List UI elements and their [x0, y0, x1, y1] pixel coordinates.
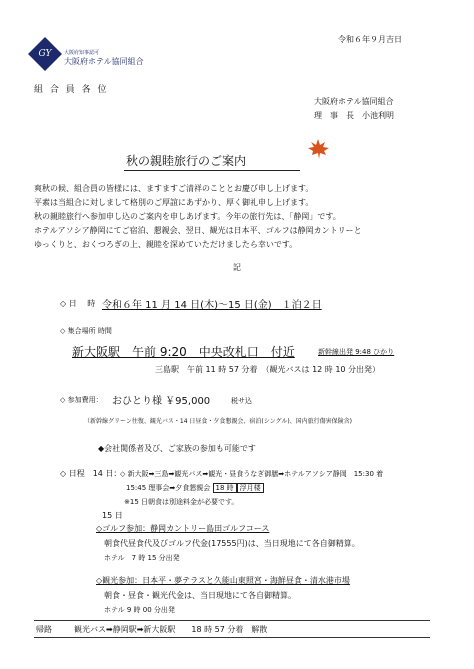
- meeting-train: 新幹線出発 9:48 ひかり: [318, 348, 395, 356]
- ki-heading: 記: [233, 263, 241, 272]
- fee-note: （新幹線グリーン往復、観光バス・14 日昼食・夕食懇親会、宿泊(シングル)、国内旅行傷害保険含): [84, 418, 352, 425]
- day14-place: 浮月楼: [237, 483, 264, 493]
- body-line-3: 秋の親睦旅行へ参加申し込のご案内を申しあげます。今年の旅行先は、「静岡」です。: [34, 212, 341, 221]
- page-title: 秋の親睦旅行のご案内: [126, 154, 247, 168]
- day14-line-1: ◇ 新大阪➡三島➡観光バス➡観光・昼食うなぎ御膳➡ホテルアソシア静岡 15:30 着: [120, 470, 384, 478]
- date-value: 令和６年 11 月 14 日(木)～15 日(金) １泊２日: [102, 300, 322, 311]
- return-divider: [34, 620, 430, 621]
- sightseeing-line-2: ホテル 9 時 00 分出発: [104, 606, 175, 614]
- sightseeing-line-1: 朝食・昼食・観光代金は、当日現地にて各自御精算。: [104, 591, 296, 600]
- document-date: 令和６年９月吉日: [338, 35, 402, 44]
- sender-org: 大阪府ホテル協同組合: [314, 97, 394, 106]
- day15-label: 15 日: [102, 511, 123, 520]
- day14-time: 18 時: [213, 483, 237, 493]
- return-value: 観光バス➡静岡駅➡新大阪駅 18 時 57 分着 解散: [74, 625, 268, 634]
- title-underline: [124, 170, 300, 171]
- meeting-main: 新大阪駅 午前 9:20 中央改札口 付近: [72, 345, 295, 359]
- body-line-4: ホテルアソシア静岡にてご宿泊、懇親会、翌日、観光は日本平、ゴルフは静岡カントリーと: [34, 226, 362, 235]
- itinerary-label: ◇ 日程 14 日：: [60, 469, 122, 478]
- org-logo-icon: GY: [28, 37, 62, 71]
- golf-line-1: 朝食代昼食代及びゴルフ代金(17555円)は、当日現地にて各自御精算。: [104, 539, 360, 548]
- day14-line-2: [126, 483, 264, 493]
- fee-label: ◇ 参加費用：: [60, 396, 103, 404]
- date-label: ◇ 日 時: [60, 299, 96, 308]
- day14-dinner: 15:45 理事会➡夕食懇親会: [126, 484, 211, 492]
- sightseeing-title: ◇観光参加：日本平・夢テラスと久能山東照宮・海鮮昼食・清水港市場: [96, 576, 350, 585]
- meeting-mishima: 三島駅 午前 11 時 57 分着 （観光バスは 12 時 10 分出発）: [155, 365, 381, 374]
- maple-leaf-icon: [306, 138, 330, 160]
- family-note: ◆会社関係者及び、ご家族の参加も可能です: [98, 444, 256, 453]
- golf-line-2: ホテル 7 時 15 分出発: [104, 554, 180, 562]
- golf-title: ◇ゴルフ参加：静岡カントリー島田ゴルフコース: [96, 524, 270, 533]
- logo-small-text: 大阪府知事認可: [64, 50, 100, 56]
- body-line-5: ゆっくりと、おくつろぎの上、親睦を深めていただけましたら幸いです。: [34, 240, 298, 249]
- meeting-label: ◇ 集合場所 時間: [60, 327, 112, 335]
- return-label: 帰路: [36, 625, 52, 634]
- day14-note: ※15 日朝食は別途料金が必要です。: [124, 498, 239, 506]
- body-line-2: 平素は当組合に対しまして格別のご厚誼にあずかり、厚く御礼申し上げます。: [34, 198, 314, 207]
- fee-value: おひとり様 ￥95,000: [112, 396, 211, 407]
- return-divider-bottom: [34, 637, 430, 638]
- fee-tax: 税サ込: [231, 397, 252, 405]
- addressee: 組 合 員 各 位: [34, 85, 109, 95]
- body-line-1: 爽秋の候、組合員の皆様には、ますますご清祥のこととお慶び申し上げます。: [34, 184, 314, 193]
- logo-org-name: 大阪府ホテル協同組合: [64, 57, 144, 66]
- sender-name: 理 事 長 小池利明: [314, 111, 394, 120]
